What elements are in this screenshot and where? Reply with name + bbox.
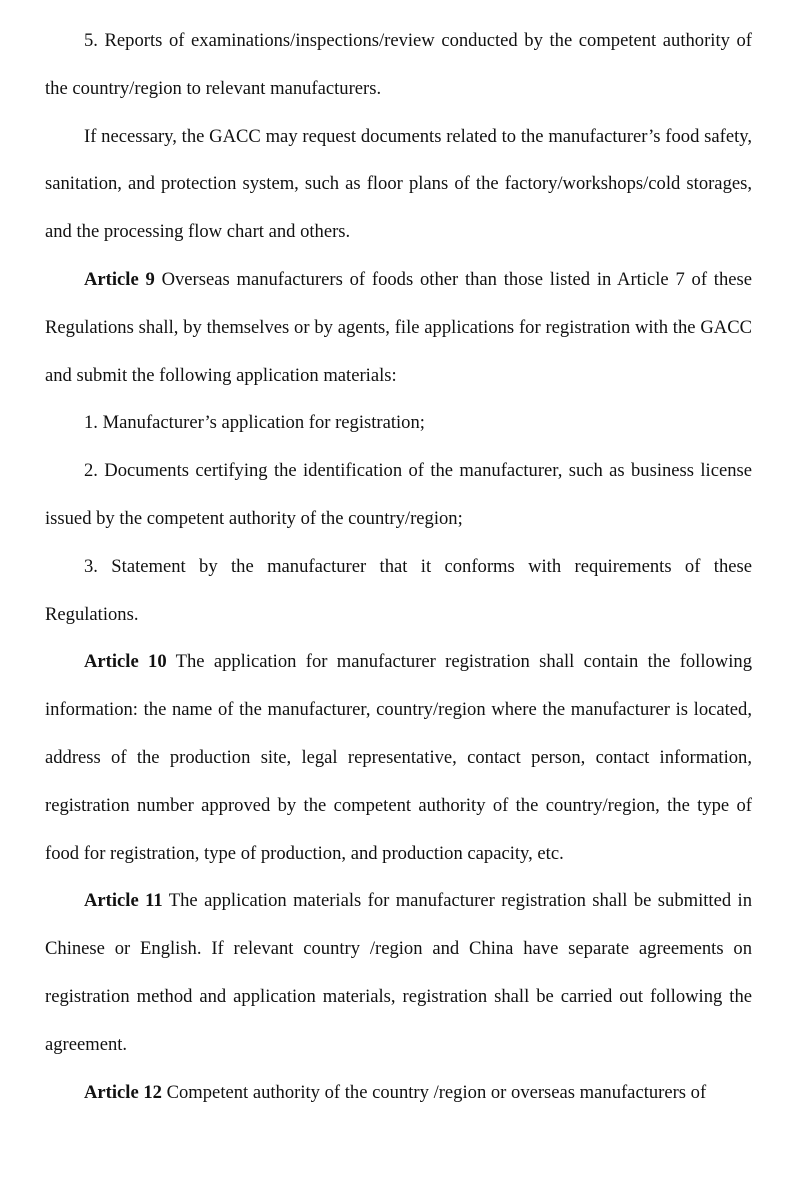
article-12-label: Article 12 [84, 1081, 162, 1103]
paragraph-item-2-documents [45, 447, 752, 543]
paragraph-article-11 [45, 877, 752, 1068]
paragraph-text: 3. Statement by the manufacturer that it conforms with requirements of these Regulations. [45, 555, 752, 625]
paragraph-text: Competent authority of the country /region or overseas manufacturers of [161, 1081, 707, 1103]
article-11-label: Article 11 [84, 890, 163, 912]
paragraph-text: 5. Reports of examinations/inspections/review conducted by the competent authority of the country/region to relevant manufacturers. [45, 30, 752, 99]
paragraph-item-5-reports [45, 17, 752, 113]
paragraph-item-1-application [45, 399, 752, 447]
paragraph-article-9 [45, 256, 752, 399]
article-10-label: Article 10 [84, 651, 167, 673]
paragraph-item-3-statement [45, 543, 752, 639]
paragraph-text: The application for manufacturer registration shall contain the following information: the name of the manufacturer, country/region where the manufacturer is located, address of the production site, legal representative, contact person, contact information, registration number approved by the competent authority of the country/region, the type of food for registration, type of production, and production capacity, etc. [45, 651, 752, 864]
paragraph-text: The application materials for manufacturer registration shall be submitted in Chinese or English. If relevant country /region and China have separate agreements on registration method and application materials, registration shall be carried out following the agreement. [45, 890, 752, 1055]
paragraph-article-12 [45, 1069, 752, 1117]
article-9-label: Article 9 [84, 268, 155, 290]
paragraph-text: 2. Documents certifying the identification of the manufacturer, such as business license issued by the competent authority of the country/region; [45, 460, 752, 529]
paragraph-text: Overseas manufacturers of foods other than those listed in Article 7 of these Regulations shall, by themselves or by agents, file applications for registration with the GACC and submit the following application materials: [45, 268, 753, 386]
document-page [45, 17, 752, 1116]
paragraph-text: If necessary, the GACC may request documents related to the manufacturer’s food safety, sanitation, and protection system, such as floor plans of the factory/workshops/cold storages, and the processing flow chart and others. [45, 125, 752, 243]
paragraph-gacc-request [45, 113, 752, 256]
paragraph-text: 1. Manufacturer’s application for registration; [84, 412, 425, 434]
paragraph-article-10 [45, 638, 752, 877]
